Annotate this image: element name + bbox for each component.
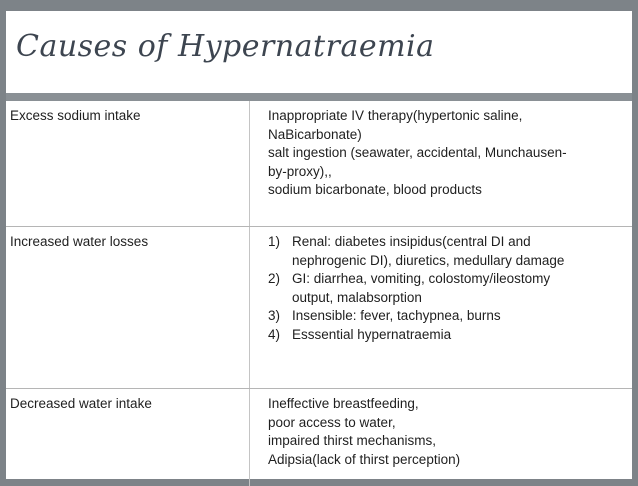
numbered-list	[268, 233, 626, 344]
cause-cell: Increased water losses	[6, 227, 250, 389]
table-row	[6, 227, 632, 389]
detail-line: salt ingestion (seawater, accidental, Munchausen-	[268, 144, 626, 163]
list-number: 4)	[268, 326, 280, 345]
title-band	[6, 11, 632, 89]
list-item	[268, 326, 626, 345]
detail-line: Insensible: fever, tachypnea, burns	[292, 307, 626, 326]
detail-line: GI: diarrhea, vomiting, colostomy/ileostomy	[292, 270, 626, 289]
detail-line: impaired thirst mechanisms,	[268, 432, 626, 451]
cause-cell: Excess sodium intake	[6, 101, 250, 227]
detail-line: sodium bicarbonate, blood products	[268, 181, 626, 200]
detail-cell	[250, 389, 633, 486]
detail-line: output, malabsorption	[292, 289, 626, 308]
detail-cell	[250, 227, 633, 389]
list-number: 3)	[268, 307, 280, 326]
detail-line: Adipsia(lack of thirst perception)	[268, 451, 626, 470]
causes-table	[6, 101, 632, 486]
list-item	[268, 233, 626, 270]
detail-line: Inappropriate IV therapy(hypertonic saline,	[268, 107, 626, 126]
detail-cell	[250, 101, 633, 227]
detail-line: Ineffective breastfeeding,	[268, 395, 626, 414]
detail-line: Esssential hypernatraemia	[292, 326, 626, 345]
table-row	[6, 101, 632, 227]
detail-line: Renal: diabetes insipidus(central DI and	[292, 233, 626, 252]
slide-title: Causes of Hypernatraemia	[16, 29, 435, 64]
cause-cell: Decreased water intake	[6, 389, 250, 486]
detail-line: poor access to water,	[268, 414, 626, 433]
list-item	[268, 307, 626, 326]
title-divider	[6, 93, 632, 101]
list-number: 1)	[268, 233, 280, 252]
detail-line: nephrogenic DI), diuretics, medullary damage	[292, 252, 626, 271]
table-row	[6, 389, 632, 486]
slide	[6, 11, 632, 479]
detail-line: NaBicarbonate)	[268, 126, 626, 145]
list-number: 2)	[268, 270, 280, 289]
detail-line: by-proxy),,	[268, 163, 626, 182]
list-item	[268, 270, 626, 307]
